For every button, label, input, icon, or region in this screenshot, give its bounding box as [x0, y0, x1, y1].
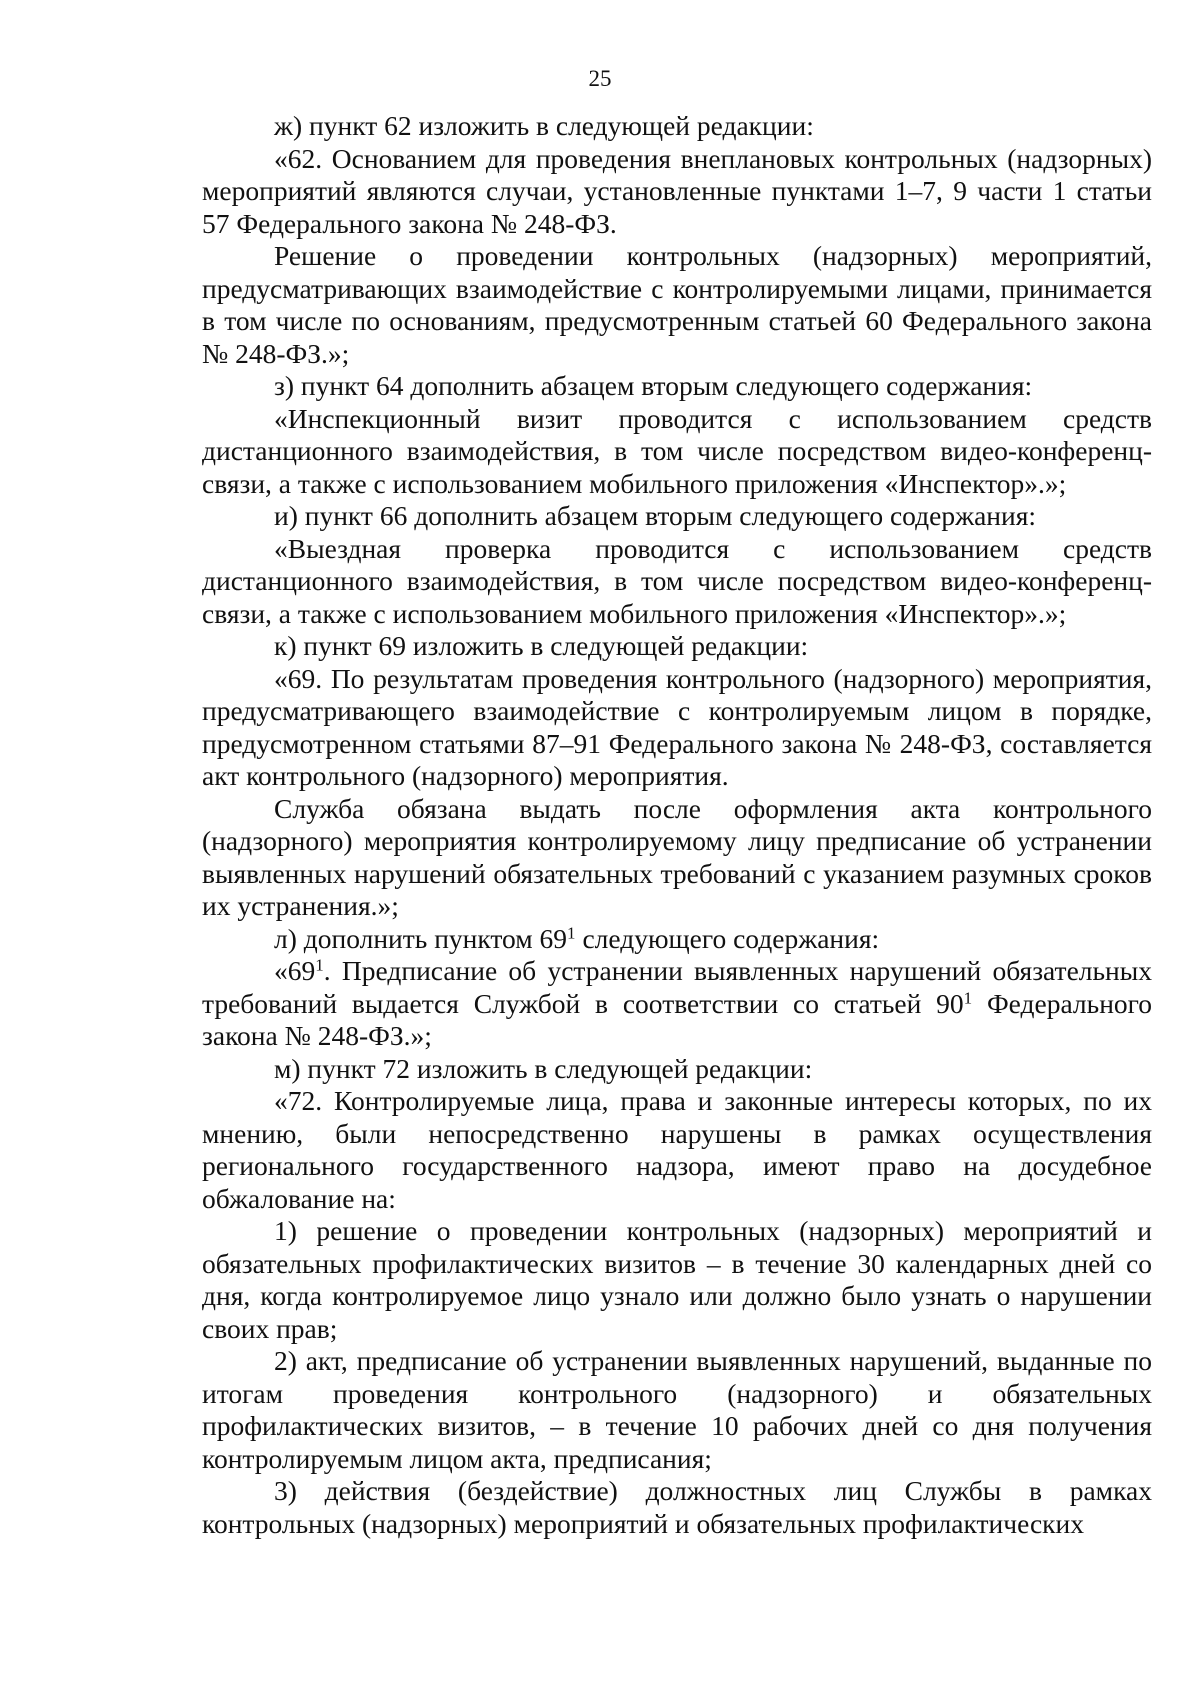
paragraph-decision: Решение о проведении контрольных (надзорных) мероприятий, предусматривающих взаимодействие с контролируемыми лицами, принимается в том числе по основаниям, предусмотренным статьей 60 Федерального закона № 248-ФЗ.»;	[202, 240, 1152, 369]
page-number: 25	[588, 66, 612, 91]
paragraph-service-obliged: Служба обязана выдать после оформления акта контрольного (надзорного) мероприятия контролируемому лицу предписание об устранении выявленных нарушений обязательных требований с указанием разумных сроков их устранения.»;	[202, 792, 1152, 921]
paragraph-list-item-1: 1) решение о проведении контрольных (надзорных) мероприятий и обязательных профилактических визитов – в течение 30 календарных дней со дня, когда контролируемое лицо узнало или должно было узнать о нарушении своих прав;	[202, 1215, 1152, 1344]
paragraph-item-zh: ж) пункт 62 изложить в следующей редакции:	[274, 110, 814, 141]
paragraph-point-69-1	[202, 955, 1152, 1053]
paragraph-point-69: «69. По результатам проведения контрольного (надзорного) мероприятия, предусматривающего взаимодействие с контролируемым лицом в порядке, предусмотренном статьями 87–91 Федерального закона № 248-ФЗ, составляется акт контрольного (надзорного) мероприятия.	[202, 662, 1152, 791]
paragraph-item-i: и) пункт 66 дополнить абзацем вторым следующего содержания:	[274, 500, 1037, 531]
paragraph-field-inspection: «Выездная проверка проводится с использованием средств дистанционного взаимодействия, в том числе посредством видео-конференц-связи, а также с использованием мобильного приложения «Инспектор».»;	[202, 532, 1152, 629]
document-body	[202, 110, 1152, 1540]
superscript: 1	[315, 955, 324, 975]
paragraph-inspection-visit: «Инспекционный визит проводится с использованием средств дистанционного взаимодействия, в том числе посредством видео-конференц-связи, а также с использованием мобильного приложения «Инспектор».»;	[202, 402, 1152, 499]
text-run: . Предписание об устранении выявленных нарушений обязательных требований выдается Службой в соответствии со статьей 90	[202, 955, 1152, 1019]
text-run: Федерального закона № 248-ФЗ.»;	[202, 987, 1152, 1051]
paragraph-point-62: «62. Основанием для проведения внеплановых контрольных (надзорных) мероприятий являются случаи, установленные пунктами 1–7, 9 части 1 статьи 57 Федерального закона № 248-ФЗ.	[202, 142, 1152, 239]
text-run: следующего содержания:	[575, 922, 880, 954]
superscript: 1	[963, 988, 973, 1008]
paragraph-item-k: к) пункт 69 изложить в следующей редакции:	[274, 630, 809, 661]
paragraph-list-item-3: 3) действия (бездействие) должностных лиц Службы в рамках контрольных (надзорных) мероприятий и обязательных профилактических	[202, 1475, 1152, 1539]
superscript: 1	[567, 923, 576, 943]
text-run: л) дополнить пунктом 69	[274, 922, 568, 954]
paragraph-item-z: з) пункт 64 дополнить абзацем вторым следующего содержания:	[274, 370, 1033, 401]
text-run: «69	[274, 955, 316, 986]
paragraph-item-l	[202, 923, 1152, 956]
paragraph-list-item-2: 2) акт, предписание об устранении выявленных нарушений, выданные по итогам проведения контрольного (надзорного) и обязательных профилактических визитов, – в течение 10 рабочих дней со дня получения контролируемым лицом акта, предписания;	[202, 1345, 1152, 1474]
paragraph-point-72: «72. Контролируемые лица, права и законные интересы которых, по их мнению, были непосредственно нарушены в рамках осуществления регионального государственного надзора, имеют право на досудебное обжалование на:	[202, 1085, 1152, 1214]
paragraph-item-m: м) пункт 72 изложить в следующей редакции:	[274, 1052, 813, 1084]
